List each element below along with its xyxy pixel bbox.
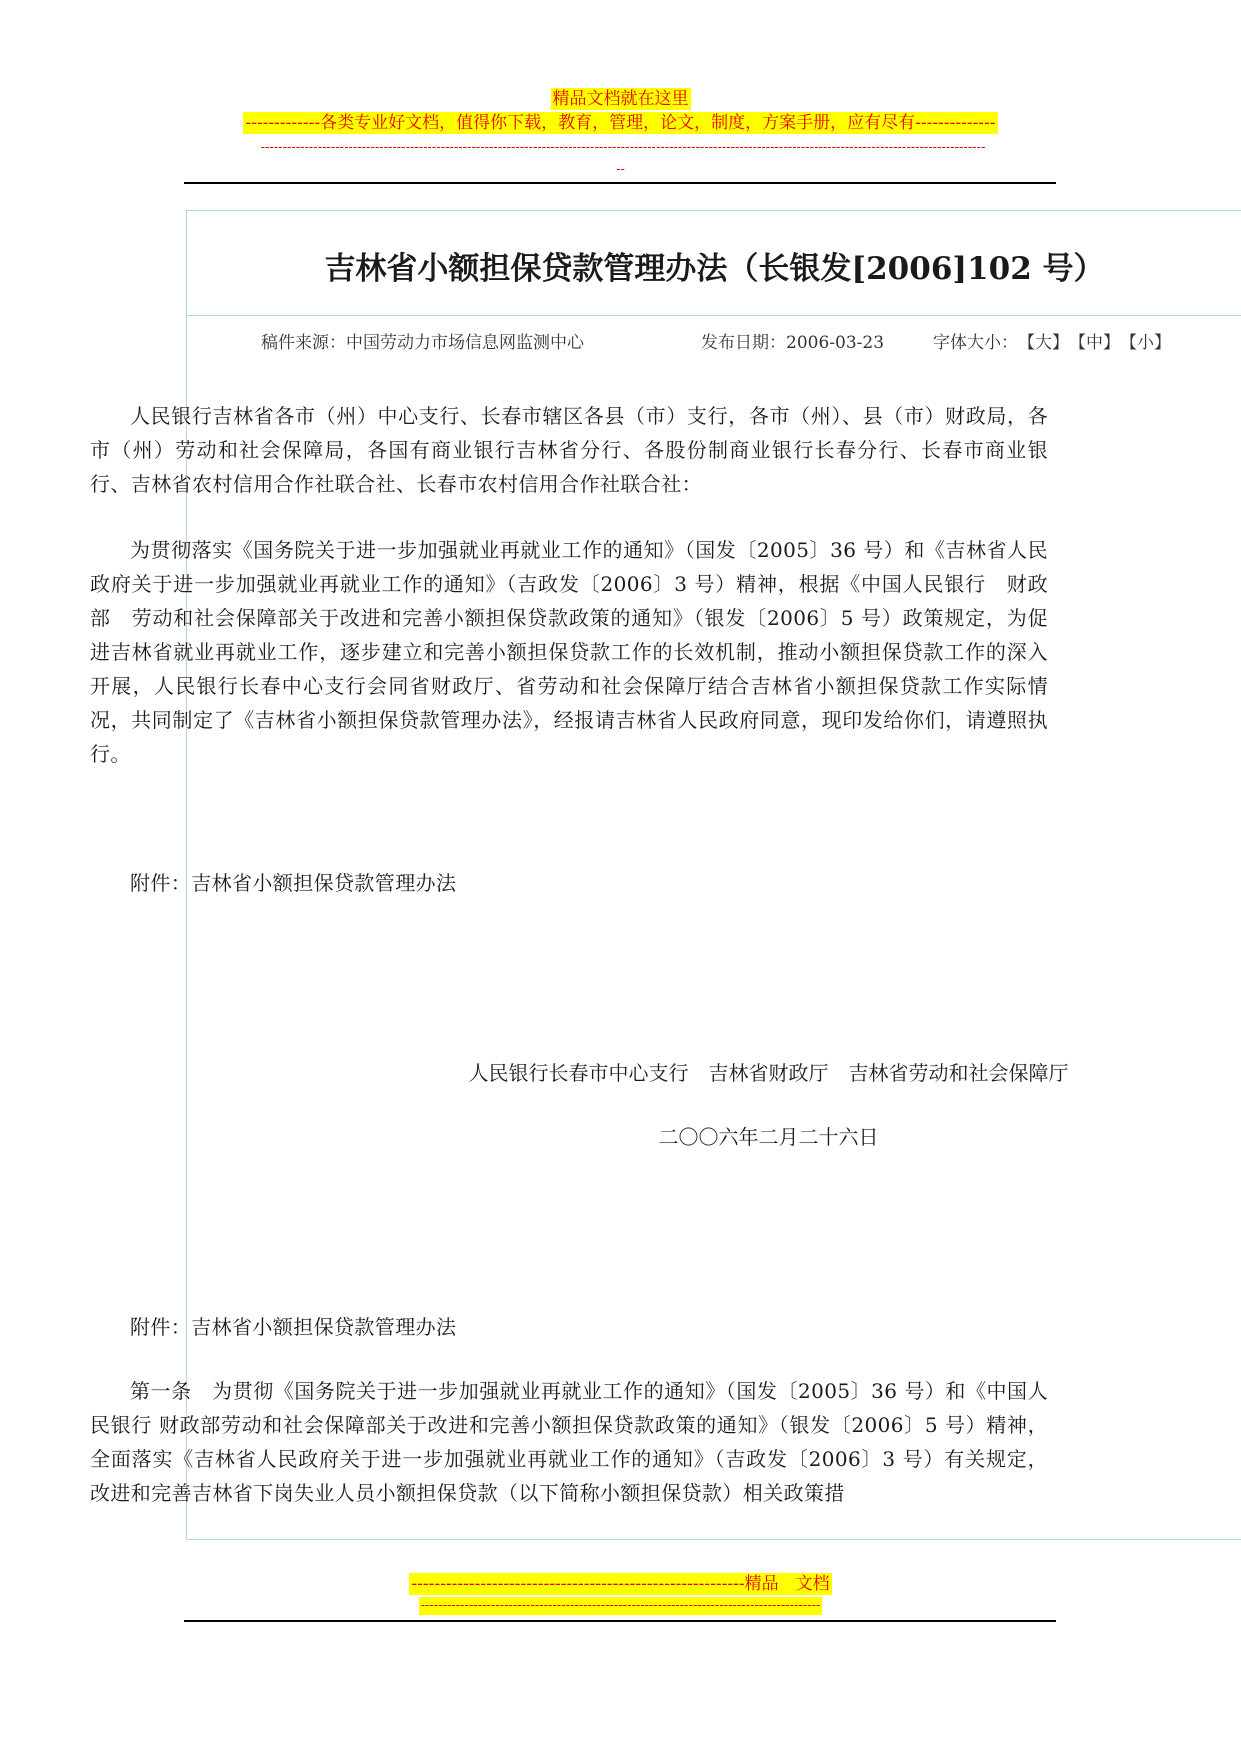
intro-text: 为贯彻落实《国务院关于进一步加强就业再就业工作的通知》（国发〔2005〕36 号）和《吉林省人民政府关于进一步加强就业再就业工作的通知》（吉政发〔2006〕3 号）精神，根据《中国人民银行 财政部 劳动和社会保障部关于改进和完善小额担保贷款政策的通知》（银发〔2006〕5 号）政策规定，为促进吉林省就业再就业工作，逐步建立和完善小额担保贷款工作的长效机制，推动小额担保贷款工作的深入开展，人民银行长春中心支行会同省财政厅、省劳动和社会保障厅结合吉林省小额担保贷款工作实际情况，共同制定了《吉林省小额担保贷款管理办法》，经报请吉林省人民政府同意，现印发给你们，请遵照执行。 bbox=[90, 538, 1048, 766]
header-title: 精品文档就在这里 bbox=[552, 89, 689, 109]
font-size-large-link[interactable]: 【大】 bbox=[1018, 333, 1069, 353]
article-one-paragraph bbox=[90, 1374, 1048, 1506]
header-dash-tail: -- bbox=[616, 162, 625, 177]
header-tagline: -------------各类专业好文档，值得你下载，教育，管理，论文，制度，方案手册，应有尽有-------------- bbox=[245, 113, 996, 133]
font-size-label: 字体大小： bbox=[933, 333, 1018, 353]
article-title: 吉林省小额担保贷款管理办法（长银发[2006]102 号） bbox=[324, 251, 1105, 287]
footer-rule bbox=[184, 1620, 1056, 1622]
header-rule bbox=[184, 182, 1056, 184]
attachment-note bbox=[90, 866, 1048, 900]
article-one-text: 第一条 为贯彻《国务院关于进一步加强就业再就业工作的通知》（国发〔2005〕36 号）和《中国人民银行 财政部劳动和社会保障部关于改进和完善小额担保贷款政策的通知》（银发〔2006〕5 号）精神，全面落实《吉林省人民政府关于进一步加强就业再就业工作的通知》（吉政发〔2006〕3 号）有关规定，改进和完善吉林省下岗失业人员小额担保贷款（以下简称小额担保贷款）相关政策措 bbox=[90, 1379, 1048, 1505]
addressees-paragraph bbox=[90, 399, 1048, 501]
footer-line-2: ------------------------------------------------------------------------------------------- bbox=[420, 1598, 821, 1613]
meta-source: 稿件来源：中国劳动力市场信息网监测中心 bbox=[261, 333, 584, 353]
attachment-note-2-text: 附件：吉林省小额担保贷款管理办法 bbox=[130, 1315, 457, 1339]
attachment-note-text: 附件：吉林省小额担保贷款管理办法 bbox=[130, 871, 457, 895]
signature-date: 二〇〇六年二月二十六日 bbox=[658, 1125, 879, 1149]
addressees-text: 人民银行吉林省各市（州）中心支行、长春市辖区各县（市）支行，各市（州）、县（市）财政局，各市（州）劳动和社会保障局，各国有商业银行吉林省分行、各股份制商业银行长春分行、长春市商业银行、吉林省农村信用合作社联合社、长春市农村信用合作社联合社： bbox=[90, 404, 1048, 496]
footer-line-1: ----------------------------------------------------------精品 文档 bbox=[411, 1574, 830, 1594]
intro-paragraph bbox=[90, 533, 1048, 771]
signature-organizations: 人民银行长春市中心支行 吉林省财政厅 吉林省劳动和社会保障厅 bbox=[468, 1061, 1069, 1085]
header-dash-line: --------------------------------------------------------------------------------------------------------------------------------------------------------------------- bbox=[260, 140, 986, 155]
footer-banner bbox=[0, 1573, 1241, 1615]
font-size-small-link[interactable]: 【小】 bbox=[1120, 333, 1171, 353]
attachment-note-2 bbox=[90, 1310, 1048, 1344]
header-banner bbox=[0, 88, 1241, 134]
font-size-medium-link[interactable]: 【中】 bbox=[1069, 333, 1120, 353]
meta-publish-date: 发布日期：2006-03-23 bbox=[701, 333, 885, 353]
title-divider bbox=[187, 315, 1241, 316]
article-meta bbox=[261, 331, 1241, 355]
